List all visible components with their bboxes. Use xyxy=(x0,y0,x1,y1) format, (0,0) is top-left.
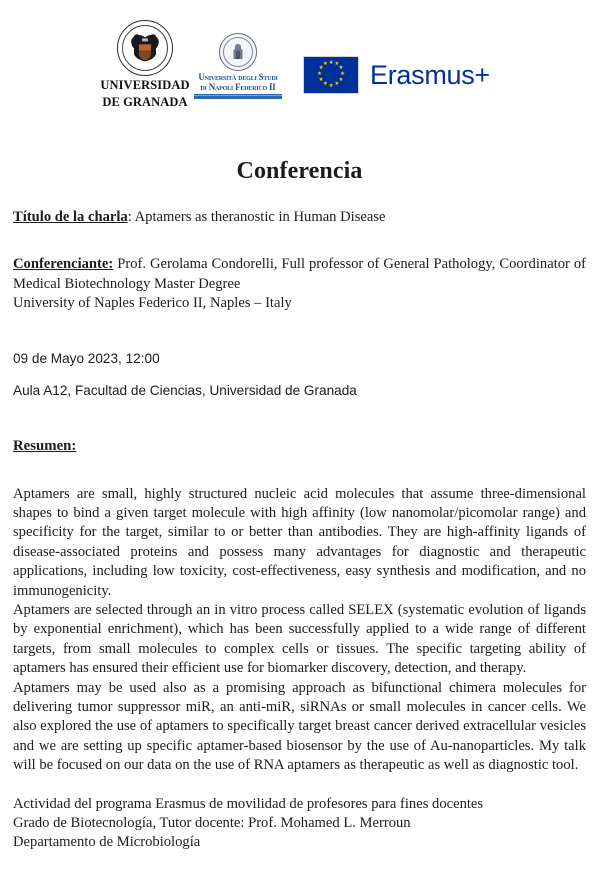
eu-star-icon: ★ xyxy=(338,65,344,72)
eu-star-icon: ★ xyxy=(318,76,324,83)
eu-star-icon: ★ xyxy=(317,71,322,77)
napoli-logo-line1: Università degli Studi xyxy=(198,72,278,82)
eu-star-icon: ★ xyxy=(338,76,344,83)
event-date: 09 de Mayo 2023, 12:00 xyxy=(13,350,160,366)
closing-line: Departamento de Microbiología xyxy=(13,834,201,851)
eu-star-icon: ★ xyxy=(328,59,334,66)
talk-title-separator: : xyxy=(127,209,135,225)
eu-star-icon: ★ xyxy=(334,80,340,87)
abstract-paragraph: Aptamers are small, highly structured nucleic acid molecules that assume three-dimensional shapes to bind a given target molecule with high affinity (low nanomolar/picomolar range) and specificity for the target, similar to or better than antibodies. They are high-affinity ligands of disease-associated proteins and possess many advantages for diagnostic and therapeutic applications, including low toxicity, cost-effectiveness, easy synthesis and modification, and no immunogenicity. xyxy=(13,485,586,599)
talk-title-line xyxy=(13,208,586,227)
abstract-heading: Resumen: xyxy=(13,437,77,454)
abstract-body xyxy=(13,485,586,776)
speaker-affiliation: University of Naples Federico II, Naples – Italy xyxy=(13,295,292,311)
speaker-block xyxy=(13,255,586,314)
erasmus-wordmark: Erasmus+ xyxy=(370,59,490,90)
eu-star-icon: ★ xyxy=(334,61,340,68)
talk-title-value: Aptamers as theranostic in Human Disease xyxy=(134,209,386,225)
page-title: Conferencia xyxy=(236,158,363,184)
speaker-text: Prof. Gerolama Condorelli, Full professor of General Pathology, Coordinator of Medical Biotechnology Master Degree xyxy=(13,256,586,292)
eu-star-icon: ★ xyxy=(322,80,328,87)
eu-star-icon: ★ xyxy=(340,71,345,77)
document-body xyxy=(13,0,586,853)
event-venue: Aula A12, Facultad de Ciencias, Universidad de Granada xyxy=(13,382,357,398)
closing-block xyxy=(13,795,586,853)
closing-line: Grado de Biotecnología, Tutor docente: Prof. Mohamed L. Merroun xyxy=(13,815,411,831)
speaker-label: Conferenciante: xyxy=(13,256,114,272)
napoli-logo-line2: di Napoli Federico II xyxy=(200,81,276,92)
closing-line: Actividad del programa Erasmus de movilidad de profesores para fines docentes xyxy=(13,795,484,812)
eu-star-icon: ★ xyxy=(318,65,324,72)
ugr-logo-line2: DE GRANADA xyxy=(102,94,188,109)
speaker-line xyxy=(13,255,586,294)
eu-star-icon: ★ xyxy=(322,61,328,68)
talk-title-label: Título de la charla xyxy=(13,209,128,225)
abstract-paragraph: Aptamers are selected through an in vitro process called SELEX (systematic evolution of ligands by exponential enrichment), which has been successfully applied to a wide range of different targets, from small molecules to complex cells or tissues. The specific targeting ability of aptamers has ensured their efficient use for biomarker discovery, detection, and therapy. xyxy=(13,601,586,677)
eu-star-icon: ★ xyxy=(328,82,334,89)
abstract-paragraph: Aptamers may be used also as a promising approach as bifunctional chimera molecules for delivering tumor suppressor miR, an anti-miR, siRNAs or small molecules in cancer cells. We also explored the use of aptamers to specifically target breast cancer derived extracellular vesicles and we are setting up specific aptamer-based biosensor by the use of Au-nanoparticles. My talk will be focused on our data on the use of RNA aptamers as therapeutic as well as diagnostic tool. xyxy=(13,679,586,774)
ugr-logo-line1: UNIVERSIDAD xyxy=(100,78,190,92)
